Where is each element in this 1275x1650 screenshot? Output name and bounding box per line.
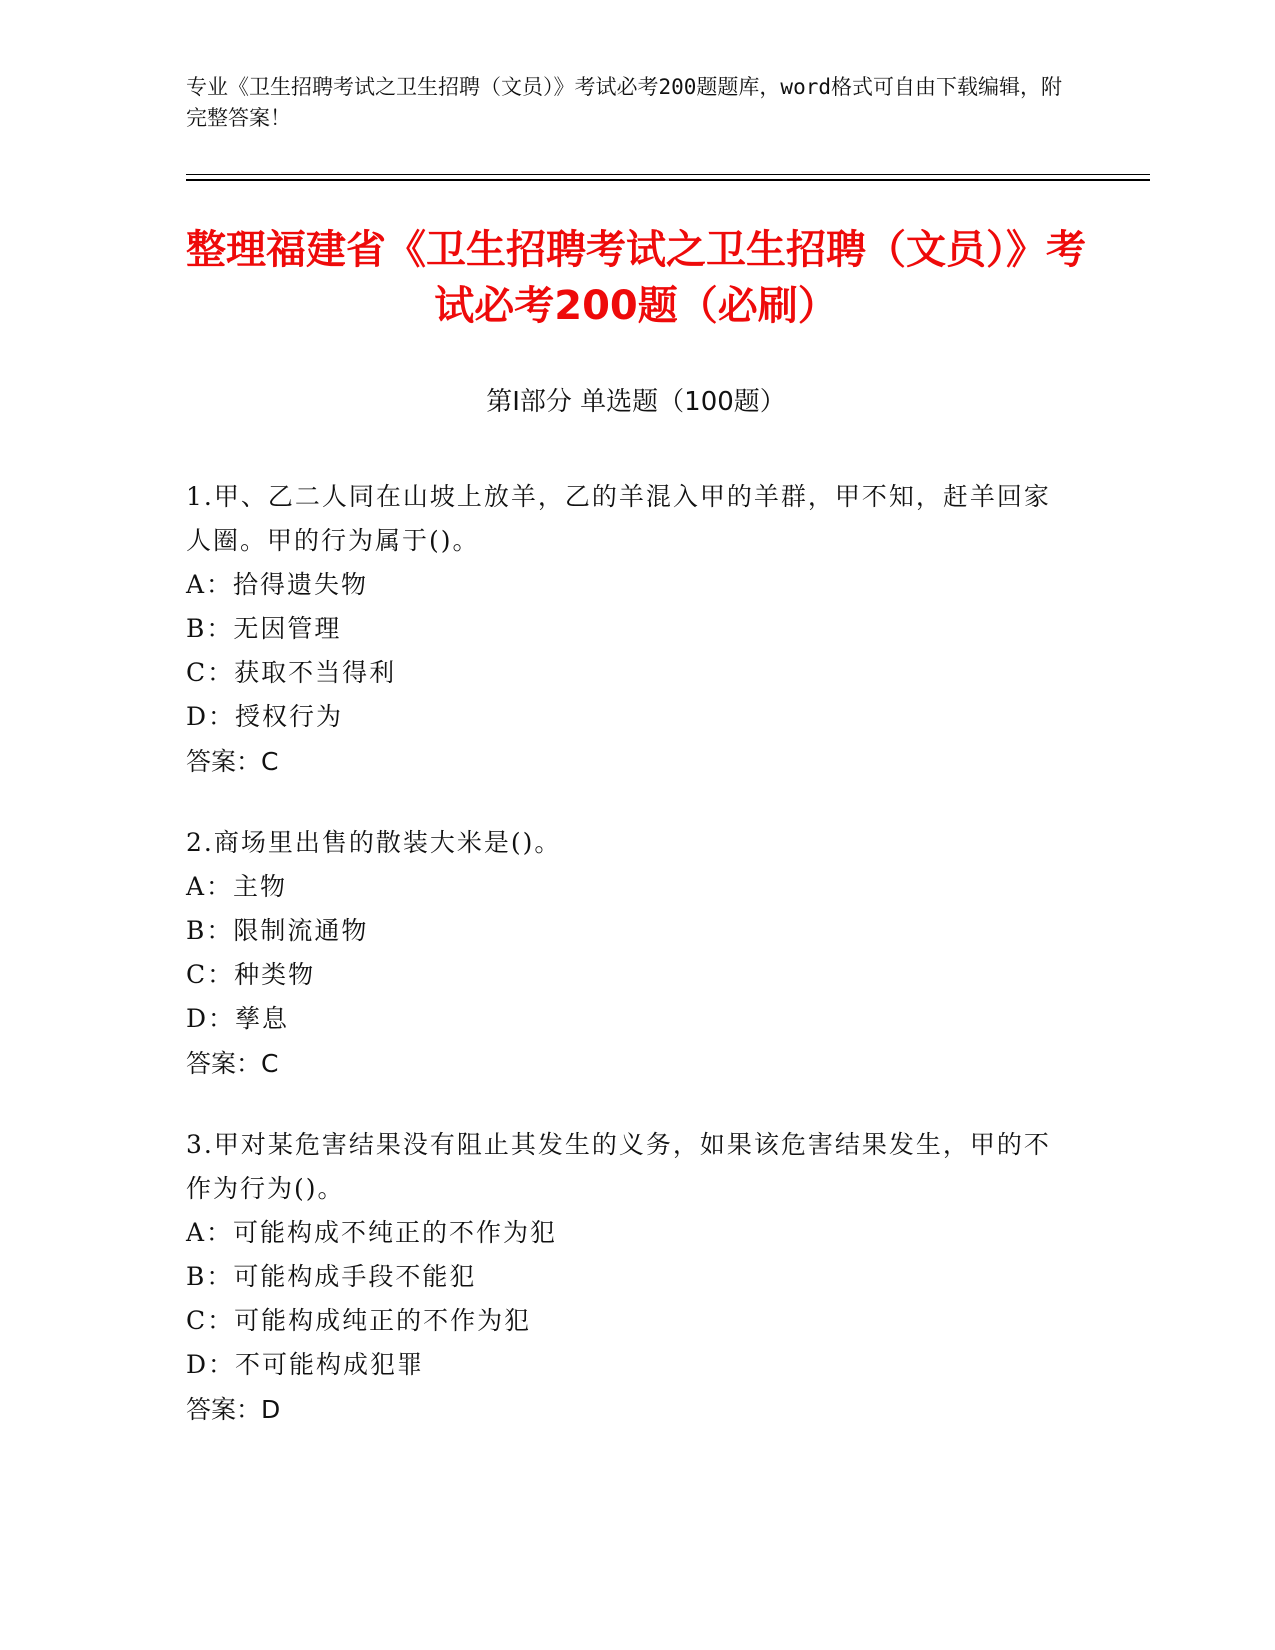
answer-line: 答案：C (186, 1049, 279, 1078)
question-stem: 3.甲对某危害结果没有阻止其发生的义务，如果该危害结果发生，甲的不作为行为()。 (186, 1130, 1051, 1203)
question-3 (186, 1123, 1066, 1433)
option-c: C：获取不当得利 (186, 658, 397, 687)
answer-line: 答案：C (186, 747, 279, 776)
option-b: B：可能构成手段不能犯 (186, 1262, 477, 1291)
option-a: A：可能构成不纯正的不作为犯 (186, 1218, 558, 1247)
option-d: D：孳息 (186, 1004, 290, 1033)
option-c: C：种类物 (186, 960, 316, 989)
option-b: B：无因管理 (186, 614, 342, 643)
option-b: B：限制流通物 (186, 916, 369, 945)
option-d: D：不可能构成犯罪 (186, 1350, 425, 1379)
option-c: C：可能构成纯正的不作为犯 (186, 1306, 532, 1335)
document-title: 整理福建省《卫生招聘考试之卫生招聘（文员）》考试必考200题（必刷） (186, 227, 1086, 329)
question-list (186, 475, 1066, 1469)
header-note: 专业《卫生招聘考试之卫生招聘（文员）》考试必考200题题库，word格式可自由下载编辑，附完整答案！ (186, 75, 1062, 130)
option-a: A：拾得遗失物 (186, 570, 369, 599)
question-stem: 1.甲、乙二人同在山坡上放羊，乙的羊混入甲的羊群，甲不知，赶羊回家人圈。甲的行为属于()。 (186, 482, 1051, 555)
option-a: A：主物 (186, 872, 288, 901)
question-2 (186, 821, 1066, 1087)
question-stem: 2.商场里出售的散装大米是()。 (186, 828, 562, 857)
header-divider-thick (186, 179, 1150, 181)
answer-line: 答案：D (186, 1395, 281, 1424)
section-heading: 第Ⅰ部分 单选题（100题） (486, 387, 786, 417)
option-d: D：授权行为 (186, 702, 344, 731)
header-divider-thin (186, 174, 1150, 175)
question-1 (186, 475, 1066, 785)
